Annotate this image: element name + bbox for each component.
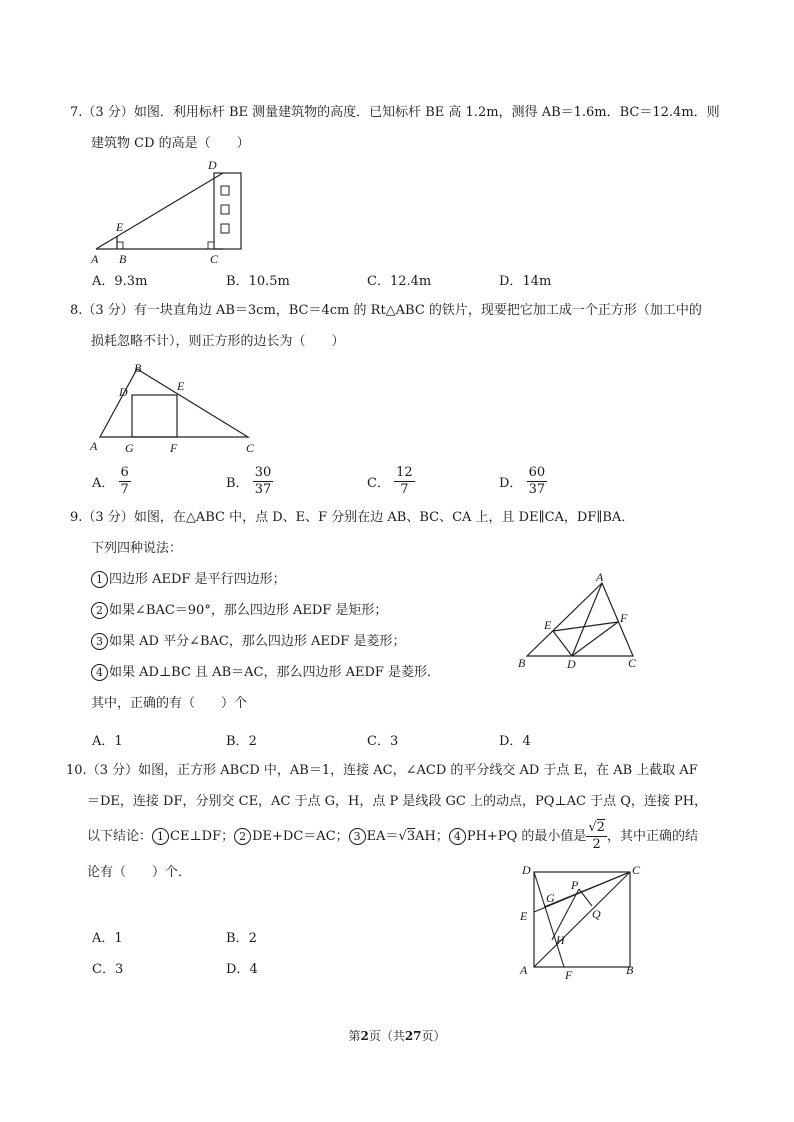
label-C: C <box>210 252 219 266</box>
option-b[interactable]: B．2 <box>226 734 257 749</box>
circled-number: 2 <box>91 602 108 619</box>
label-A: A <box>91 252 99 266</box>
option-c[interactable]: C．3 <box>92 962 124 977</box>
label-P: P <box>571 878 579 892</box>
statement-1: 1 四边形 AEDF 是平行四边形； <box>70 564 730 595</box>
label-B: B <box>119 252 127 266</box>
circled-number: 1 <box>152 828 169 845</box>
option-a[interactable]: A．1 <box>92 931 123 946</box>
figure-q7-building <box>88 155 258 270</box>
conclusions-line: 以下结论： 1 CE⊥DF； 2 DE+DC＝AC； 3 EA＝√3AH； 4 PH+PQ 的最小值是 $\frac{√2}{2}$ ，其中正确的结 <box>87 820 698 852</box>
label-C: C <box>246 441 255 455</box>
label-H: H <box>556 933 565 947</box>
figure-q10-square <box>512 862 644 982</box>
figure-q8-square-in-triangle <box>88 360 268 457</box>
option-c[interactable]: C．3 <box>367 734 399 749</box>
question-text-line: 有一块直角边 AB＝3cm，BC＝4cm 的 Rt△ABC 的铁片，现要把它加工成一个正方形（加工中的 <box>133 303 702 318</box>
label-F: F <box>620 611 628 625</box>
question-text-line: 下列四种说法： <box>91 541 183 556</box>
label-Q: Q <box>592 907 601 921</box>
option-a[interactable]: A．1 <box>92 734 123 749</box>
question-number: 10. <box>66 763 87 778</box>
option-d[interactable]: D． $\frac{60}{37}$ <box>499 465 546 497</box>
option-c[interactable]: C．12.4m <box>367 274 432 289</box>
circled-number: 1 <box>91 571 108 588</box>
label-D: D <box>208 158 217 172</box>
statement-3: 3 如果 AD 平分∠BAC，那么四边形 AEDF 是菱形； <box>70 626 730 657</box>
circled-number: 4 <box>449 828 466 845</box>
circled-number: 3 <box>91 633 108 650</box>
label-A: A <box>520 963 528 977</box>
question-8 <box>70 295 730 357</box>
option-d[interactable]: D．14m <box>499 274 552 289</box>
question-score: （3 分） <box>82 510 134 525</box>
circled-number: 4 <box>91 664 108 681</box>
label-G: G <box>125 441 134 455</box>
label-C: C <box>628 656 637 670</box>
label-F: F <box>565 968 573 982</box>
total-pages: 27 <box>404 1029 422 1043</box>
option-b[interactable]: B．10.5m <box>226 274 290 289</box>
label-G: G <box>546 891 555 905</box>
question-score: （3 分） <box>86 763 139 778</box>
circled-number: 3 <box>349 828 366 845</box>
label-F: F <box>170 441 178 455</box>
question-text-line: 如图．利用标杆 BE 测量建筑物的高度．已知标杆 BE 高 1.2m，测得 AB＝1.6m．BC＝12.4m．则 <box>133 105 720 120</box>
label-E: E <box>520 909 528 923</box>
label-C: C <box>632 863 641 877</box>
current-page: 2 <box>360 1029 369 1043</box>
question-text-line: 建筑物 CD 的高是（ ） <box>91 136 250 151</box>
option-b[interactable]: B． $\frac{30}{37}$ <box>226 465 272 497</box>
question-score: （3 分） <box>82 105 134 120</box>
option-b[interactable]: B．2 <box>226 931 257 946</box>
figure-q9-triangle <box>510 570 650 672</box>
label-D: D <box>567 657 576 671</box>
sqrt-symbol: √ <box>588 820 597 835</box>
question-number: 8. <box>70 303 83 318</box>
label-A: A <box>596 570 604 584</box>
label-B: B <box>134 361 142 375</box>
label-E: E <box>177 379 185 393</box>
option-d[interactable]: D．4 <box>499 734 531 749</box>
question-text-line: 如图，正方形 ABCD 中，AB＝1，连接 AC，∠ACD 的平分线交 AD 于点 E，在 AB 上截取 AF <box>138 763 698 778</box>
fraction-sqrt2-over-2: $\frac{√2}{2}$ <box>588 820 605 852</box>
sqrt-symbol: √ <box>398 829 407 844</box>
question-text-line: 论有（ ）个． <box>87 865 192 880</box>
label-B: B <box>626 963 634 977</box>
option-a[interactable]: A．9.3m <box>92 274 148 289</box>
label-D: D <box>522 863 531 877</box>
question-7 <box>70 97 730 159</box>
option-a[interactable]: A． $\frac{6}{7}$ <box>92 465 129 497</box>
label-A: A <box>90 439 98 453</box>
question-text-line: ＝DE，连接 DF，分别交 CE，AC 于点 G，H，点 P 是线段 GC 上的动点，PQ⊥AC 于点 Q，连接 PH， <box>87 794 708 809</box>
question-text-line: 损耗忽略不计），则正方形的边长为（ ） <box>91 334 345 349</box>
statement-4: 4 如果 AD⊥BC 且 AB＝AC，那么四边形 AEDF 是菱形． <box>70 657 730 688</box>
question-ending: 其中，正确的有（ ）个 <box>91 696 248 711</box>
question-score: （3 分） <box>82 303 134 318</box>
option-d[interactable]: D．4 <box>226 962 258 977</box>
label-D: D <box>119 385 128 399</box>
question-number: 9. <box>70 510 83 525</box>
statement-2: 2 如果∠BAC＝90°，那么四边形 AEDF 是矩形； <box>70 595 730 626</box>
question-number: 7. <box>70 105 83 120</box>
label-E: E <box>544 618 552 632</box>
label-B: B <box>518 656 526 670</box>
label-E: E <box>116 220 124 234</box>
circled-number: 2 <box>234 828 251 845</box>
question-text-line: 如图，在△ABC 中，点 D、E、F 分别在边 AB、BC、CA 上，且 DE∥CA，DF∥BA． <box>133 510 635 525</box>
option-c[interactable]: C． $\frac{12}{7}$ <box>367 465 413 497</box>
page-footer: 第2页（共27页） <box>348 1029 446 1043</box>
